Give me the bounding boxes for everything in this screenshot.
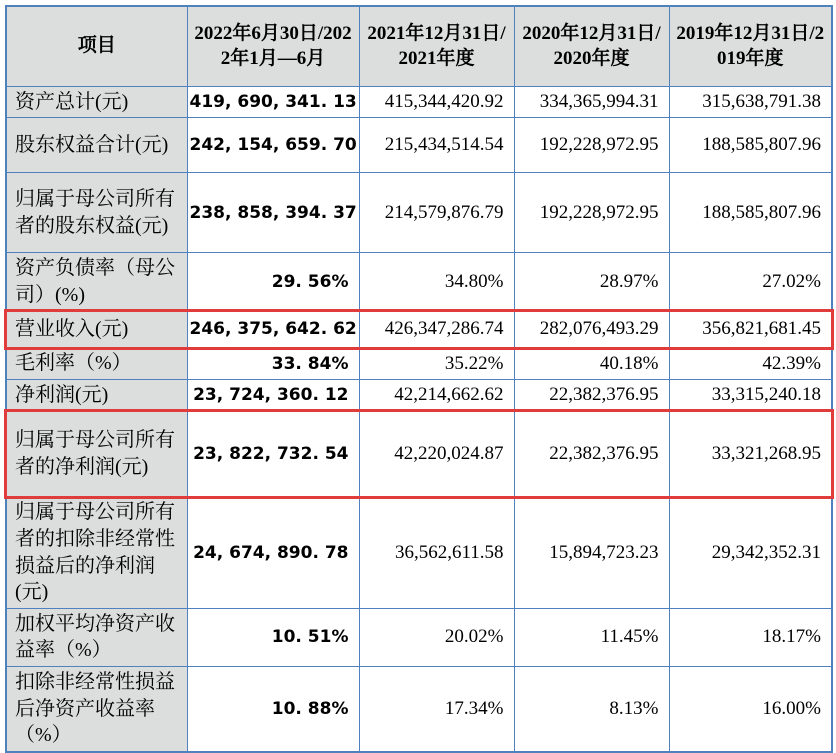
value-cell-2021: 35.22% <box>359 348 514 380</box>
value-cell-2020: 22,382,376.95 <box>514 379 669 411</box>
column-header-2021: 2021年12月31日/2021年度 <box>359 6 514 86</box>
value-cell-2020: 334,365,994.31 <box>514 86 669 118</box>
value-cell-current: 24, 674, 890. 78 <box>187 497 359 608</box>
value-cell-2021: 426,347,286.74 <box>359 311 514 348</box>
financial-metrics-table <box>5 5 833 753</box>
value-cell-2020: 28.97% <box>514 253 669 311</box>
value-cell-current: 242, 154, 659. 70 <box>187 118 359 173</box>
value-cell-2019: 356,821,681.45 <box>669 311 832 348</box>
table-row <box>6 497 832 608</box>
row-label: 加权平均净资产收益率（%） <box>6 608 187 666</box>
table-header <box>6 6 832 86</box>
value-cell-current: 419, 690, 341. 13 <box>187 86 359 118</box>
table-row-highlighted <box>6 311 832 348</box>
value-cell-2021: 42,214,662.62 <box>359 379 514 411</box>
value-cell-2019: 27.02% <box>669 253 832 311</box>
value-cell-2020: 192,228,972.95 <box>514 118 669 173</box>
value-cell-2021: 17.34% <box>359 667 514 752</box>
value-cell-2020: 8.13% <box>514 667 669 752</box>
value-cell-2019: 33,315,240.18 <box>669 379 832 411</box>
value-cell-2021: 415,344,420.92 <box>359 86 514 118</box>
row-label: 扣除非经常性损益后净资产收益率（%） <box>6 667 187 752</box>
value-cell-2019: 18.17% <box>669 608 832 666</box>
value-cell-2021: 20.02% <box>359 608 514 666</box>
value-cell-2019: 29,342,352.31 <box>669 497 832 608</box>
value-cell-2019: 16.00% <box>669 667 832 752</box>
row-label: 归属于母公司所有者的股东权益(元) <box>6 173 187 253</box>
value-cell-2020: 192,228,972.95 <box>514 173 669 253</box>
value-cell-2021: 34.80% <box>359 253 514 311</box>
row-label: 资产负债率（母公司）(%) <box>6 253 187 311</box>
row-label: 毛利率（%） <box>6 348 187 380</box>
column-header-2020: 2020年12月31日/2020年度 <box>514 6 669 86</box>
value-cell-current: 238, 858, 394. 37 <box>187 173 359 253</box>
value-cell-current: 29. 56% <box>187 253 359 311</box>
row-label: 归属于母公司所有者的净利润(元) <box>6 411 187 497</box>
row-label: 股东权益合计(元) <box>6 118 187 173</box>
value-cell-2019: 188,585,807.96 <box>669 173 832 253</box>
table-row <box>6 608 832 666</box>
column-header-2022: 2022年6月30日/2022年1月—6月 <box>187 6 359 86</box>
value-cell-2021: 42,220,024.87 <box>359 411 514 497</box>
value-cell-current: 10. 88% <box>187 667 359 752</box>
value-cell-2020: 40.18% <box>514 348 669 380</box>
column-header-item: 项目 <box>6 6 187 86</box>
table-row <box>6 86 832 118</box>
value-cell-2019: 33,321,268.95 <box>669 411 832 497</box>
table-row <box>6 173 832 253</box>
row-label: 归属于母公司所有者的扣除非经常性损益后的净利润(元) <box>6 497 187 608</box>
value-cell-2021: 36,562,611.58 <box>359 497 514 608</box>
table-row <box>6 667 832 752</box>
row-label: 营业收入(元) <box>6 311 187 348</box>
value-cell-current: 23, 724, 360. 12 <box>187 379 359 411</box>
row-label: 资产总计(元) <box>6 86 187 118</box>
value-cell-2019: 315,638,791.38 <box>669 86 832 118</box>
header-row <box>6 6 832 86</box>
value-cell-2020: 15,894,723.23 <box>514 497 669 608</box>
value-cell-2020: 11.45% <box>514 608 669 666</box>
table-body <box>6 86 832 752</box>
value-cell-current: 10. 51% <box>187 608 359 666</box>
value-cell-current: 246, 375, 642. 62 <box>187 311 359 348</box>
table-row <box>6 118 832 173</box>
value-cell-current: 33. 84% <box>187 348 359 380</box>
value-cell-current: 23, 822, 732. 54 <box>187 411 359 497</box>
value-cell-2020: 282,076,493.29 <box>514 311 669 348</box>
table-row <box>6 348 832 380</box>
row-label: 净利润(元) <box>6 379 187 411</box>
value-cell-2019: 42.39% <box>669 348 832 380</box>
value-cell-2020: 22,382,376.95 <box>514 411 669 497</box>
table-row <box>6 379 832 411</box>
table-row <box>6 253 832 311</box>
value-cell-2019: 188,585,807.96 <box>669 118 832 173</box>
table-row-highlighted <box>6 411 832 497</box>
value-cell-2021: 215,434,514.54 <box>359 118 514 173</box>
column-header-2019: 2019年12月31日/2019年度 <box>669 6 832 86</box>
value-cell-2021: 214,579,876.79 <box>359 173 514 253</box>
